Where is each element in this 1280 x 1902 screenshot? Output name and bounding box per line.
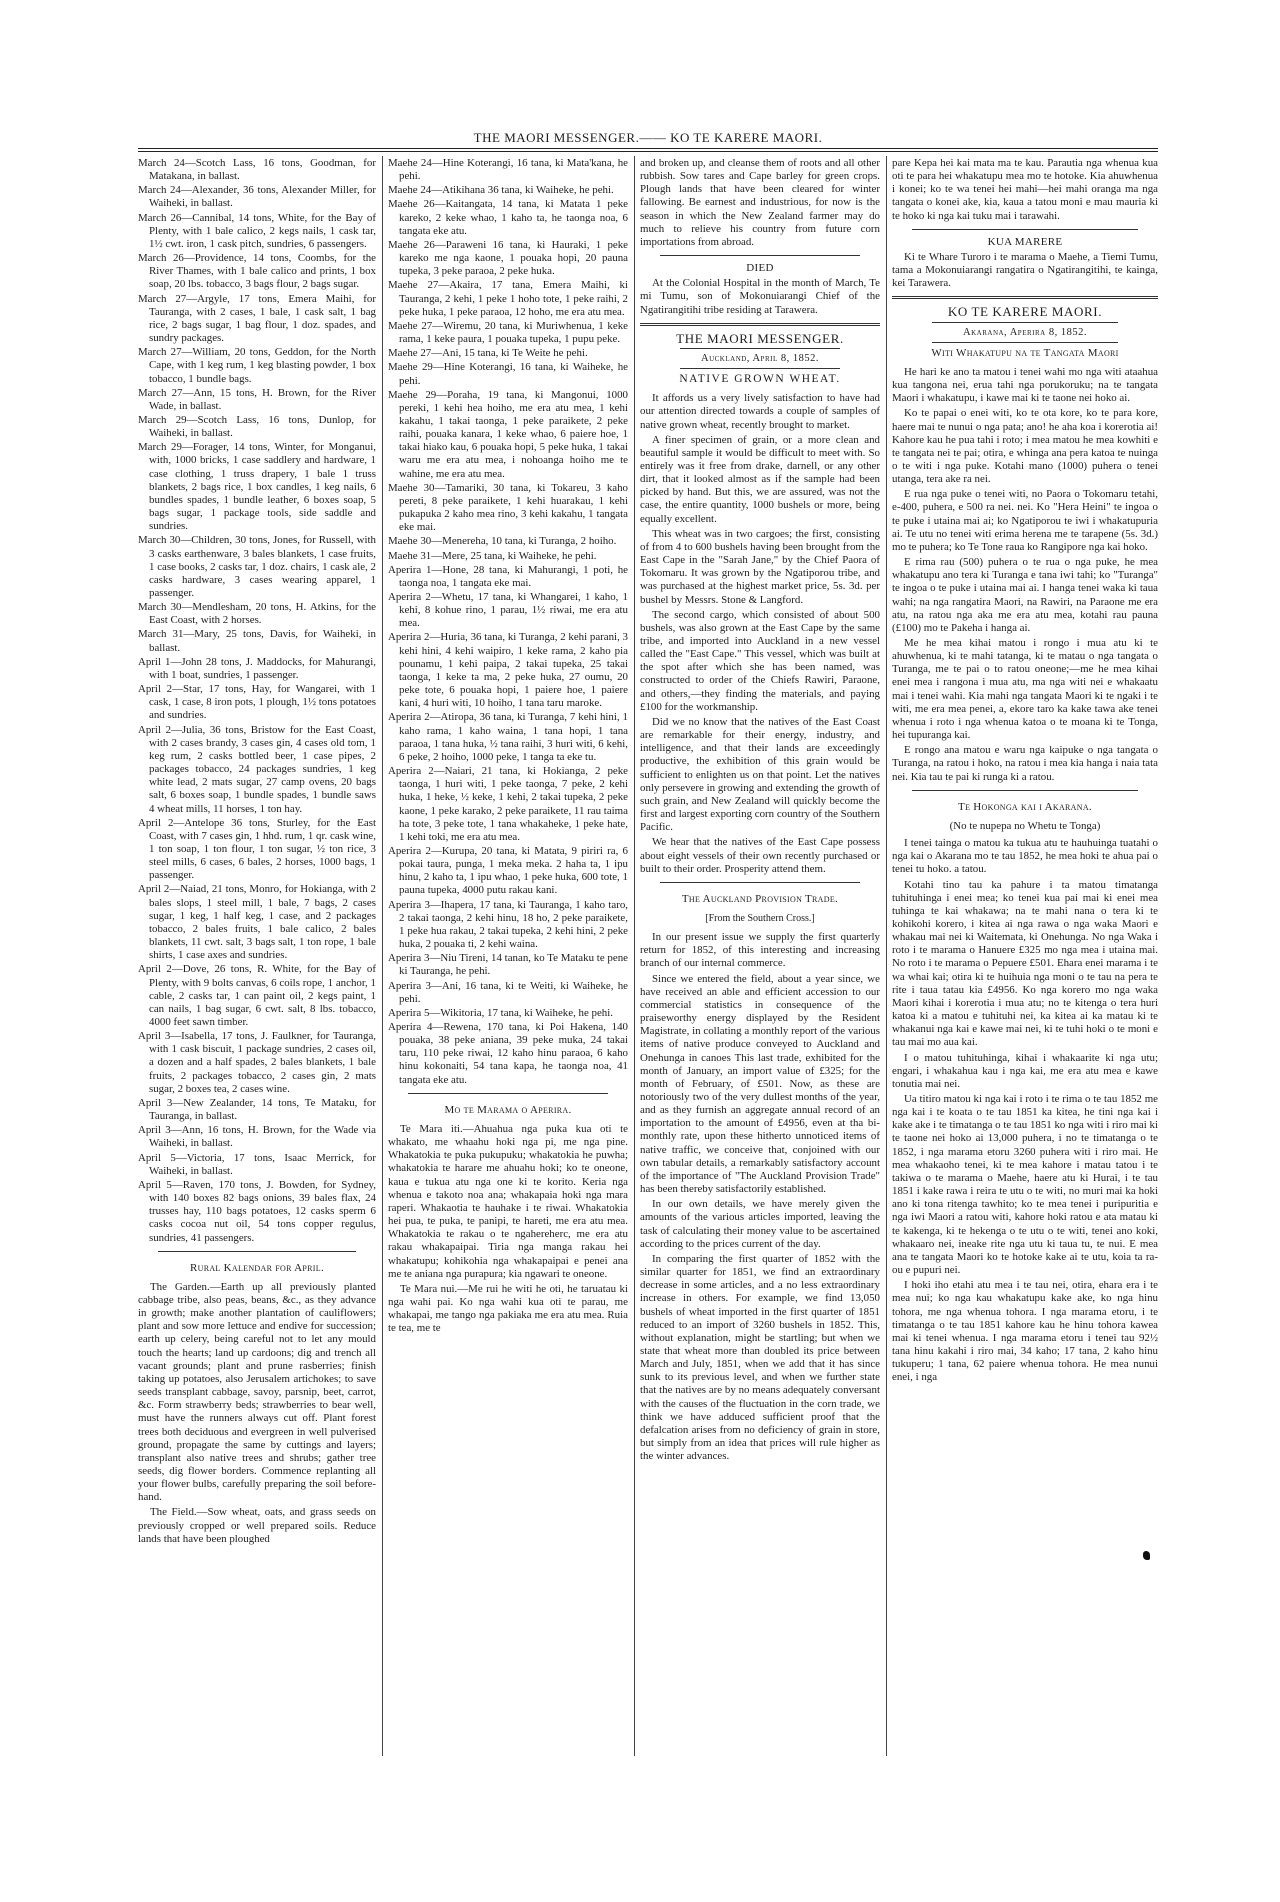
witi-paragraph: Me he mea kihai matou i rongo i mua atu ki te ahuwhenua, ki te mahi tatanga, ki te matau o nga tangata o Turanga, me te pai o to ratou oneone;—me he mea kihai enei mea i rangona i mua atu, ma nga witi nei e whakaatu mai i tenei wahi. Kia mahi nga tangata Maori ki te ngaki i te witi, me era mea penei, a, ekore taro ka kake tawa ake tenei whenua i roto i nga whenua katoa o te moana ki te Tonga, hei tupuranga kai.: [892, 637, 1158, 742]
shipping-entry: Maehe 31—Mere, 25 tana, ki Waiheke, he pehi.: [388, 549, 597, 562]
rural-kalendar-heading: Rural Kalendar for April.: [189, 1261, 324, 1274]
witi-paragraph: He hari ke ano ta matou i tenei wahi mo nga witi ataahua kua tangona nei, erua tahi nga porukoruku; na te tangata Maori i whakatupu, i kawe mai ki te taone nei hoko ai.: [892, 365, 1158, 405]
marama-paragraph: Te Mara nui.—Me rui he witi he oti, he taruatau ki nga wahi pai. Ko nga wahi kua oti te parau, me whakapai, me tango nga pakiaka me era atu mea. Ruia te tea, me te: [388, 1282, 628, 1335]
shipping-entry: Aperira 2—Naiari, 21 tana, ki Hokianga, 2 peke taonga, 1 huri witi, 1 peke taonga, 7 peke, 2 kehi huka, 1 heke, ½ keke, 1 kehi, 2 takai tupeka, 2 peke kaone, 1 peke karako, 2 peke paraikete, 11 rau taima ha tote, 3 peke tote, 1 tana whakaheke, 1 peke hate, 1 kehi toki, me era atu mea.: [388, 765, 628, 843]
shipping-entry: April 2—Dove, 26 tons, R. White, for the Bay of Plenty, with 9 bolts canvas, 6 coils rope, 1 anchor, 1 cable, 2 casks tar, 1 can paint oil, 2 kegs paint, 1 can nails, 1 bag sugar, 6 cwt. salt, 8 lbs. tobacco, 4000 feet sawn timber.: [138, 963, 376, 1028]
shipping-entry: Maehe 26—Paraweni 16 tana, ki Hauraki, 1 peke kareko me nga kaone, 1 pouaka hopi, 20 pauna tupeka, 3 peke paraoa, 2 peke huka.: [388, 238, 628, 278]
provision-trade-heading: The Auckland Provision Trade.: [681, 892, 839, 905]
paper-title: THE MAORI MESSENGER.: [676, 330, 844, 346]
hokonga-paragraph: Kotahi tino tau ka pahure i ta matou timatanga tuhituhinga i enei mea; ko tenei kua pai mai ki enei mea tuhinga te kai whakawa; na te mahi nana o tera ki te kohikohi korero, i kitea ai nga rawa o nga waka Maori e whakau mai nei ki Waitemata, ki Onehunga. No nga Waka i roto i te marama o Hanuere £325 mo nga mea i utaina mai. No roto i te marama o Pepuere £501. Ehara enei marama i te wa whai kai; otira ki te huihuia nga moni o te tau na pera te rite i taua tatau kia £4956. Ko nga korero mo nga waka Maori kihai i korerotia i mua atu; no te kitenga o tera huri katoa ki a matou e tuhituhi nei, ka kitea ai ka matau ki te whakanui nga kai e kawe mai nei, ki te tuhi hoki o te moni e tau mai mo aua kai.: [892, 878, 1158, 1049]
died-notice: At the Colonial Hospital in the month of March, Te mi Tumu, son of Mokonuiarangi Chief of the Ngatirangitihi tribe residing at Tarawera.: [640, 277, 880, 316]
shipping-entry: Maehe 30—Menereha, 10 tana, ki Turanga, 2 hoiho.: [388, 535, 617, 548]
section-rule: [912, 229, 1138, 230]
shipping-entry: Aperira 2—Whetu, 17 tana, ki Whangarei, 1 kaho, 1 kehi, 8 kohue rino, 1 parau, 1½ riwai, me era atu mea.: [388, 591, 628, 630]
shipping-entry: March 24—Alexander, 36 tons, Alexander Miller, for Waiheki, in ballast.: [138, 184, 376, 210]
shipping-entry: Aperira 3—Niu Tireni, 14 tanan, ko Te Mataku te pene ki Tauranga, he pehi.: [388, 952, 628, 978]
shipping-entry: April 2—Antelope 36 tons, Sturley, for the East Coast, with 7 cases gin, 1 hhd. rum, 1 qr. cask wine, 1 ton soap, 1 ton flour, 1 ton sugar, ½ ton rice, 3 steel mills, 6 cases, 6 bales, 2 horses, 1000 bags, 1 passenger.: [138, 816, 376, 882]
shipping-entry: Aperira 5—Wikitoria, 17 tana, ki Waiheke, he pehi.: [388, 1006, 613, 1019]
column-english-editorial: [640, 157, 880, 1752]
section-rule: [912, 790, 1138, 791]
shipping-entry: Aperira 2—Huria, 36 tana, ki Turanga, 2 kehi parani, 3 kehi hini, 4 kehi waipiro, 1 keke rama, 2 kaho pia pounamu, 1 kehi paipa, 2 takai tupeka, 25 takai taonga, 1 keke ta ma, 2 peke huka, 27 oumu, 20 peke tote, 6 pouaka hopi, 1 paiere hoe, 1 paiere kani, 4 huri witi, 10 hoiho, 1 tana taru maroke.: [388, 631, 628, 710]
shipping-entry: March 26—Providence, 14 tons, Coombs, for the River Thames, with 1 bale calico and prints, 1 box soap, 20 lbs. tobacco, 3 bags flour, 2 bags sugar.: [138, 252, 376, 291]
wheat-paragraph: This wheat was in two cargoes; the first, consisting of from 4 to 600 bushels having been brought from the East Cape in the "Sarah Jane," by the Chief Paora of Tokomaru. It was grown by the Ngatiporou tribe, and was purchased at the highest market price, 5s. 3d. per bushel by Messrs. Stone & Langford.: [640, 527, 880, 606]
paper-title-maori: KO TE KARERE MAORI.: [947, 304, 1103, 320]
shipping-entry: Maehe 27—Ani, 15 tana, ki Te Weite he pehi.: [388, 347, 588, 360]
witi-paragraph: E rua nga puke o tenei witi, no Paora o Tokomaru tetahi, e-400, puhera, e 500 ra nei. nei. Ko "Hera Heini" te ingoa o te puke i utaina mai ai; ko Ngatiporou te iwi i whakatupuria ai. Te utu no tenei witi erima herena me te tarapene (5s. 3d.) mo te puhera; ko Te Tone raua ko Rangipore nga kai hoko.: [892, 488, 1158, 553]
trade-paragraph: In our present issue we supply the first quarterly return for 1852, of this interesting and increasing branch of our internal commerce.: [640, 931, 880, 970]
source-note: [From the Southern Cross.]: [705, 912, 815, 924]
column-divider: [634, 156, 635, 1756]
dateline-maori: Akarana, Aperira 8, 1852.: [963, 326, 1087, 338]
double-rule: [892, 296, 1158, 299]
shipping-entry: April 1—John 28 tons, J. Maddocks, for Mahurangi, with 1 boat, sundries, 1 passenger.: [138, 655, 376, 681]
rural-paragraph: The Field.—Sow wheat, oats, and grass seeds on previously cropped or well prepared soils. Reduce lands that have been ploughed: [138, 1506, 376, 1545]
shipping-entry: Maehe 26—Kaitangata, 14 tana, ki Matata 1 peke kareko, 2 keke whao, 1 kaho ta, he taonga noa, 6 tangata eke atu.: [388, 198, 628, 237]
shipping-entry: April 2—Star, 17 tons, Hay, for Wangarei, with 1 cask, 1 case, 8 iron pots, 1 plough, 1½ tons potatoes and sundries.: [138, 683, 376, 722]
section-rule: [660, 882, 860, 883]
section-rule: [680, 348, 840, 349]
hokonga-paragraph: I o matou tuhituhinga, kihai i whakaarite ki nga utu; engari, i whakahua kau i nga kai, me era atu mea e kawe tonutia mai nei.: [892, 1051, 1158, 1090]
section-rule: [158, 1251, 356, 1252]
shipping-entry: Maehe 24—Hine Koterangi, 16 tana, ki Mata'kana, he pehi.: [388, 157, 628, 183]
shipping-entry: March 27—Ann, 15 tons, H. Brown, for the River Wade, in ballast.: [138, 386, 376, 412]
hokonga-heading: Te Hokonga kai i Akarana.: [958, 800, 1092, 813]
witi-heading: Witi Whakatupu na te Tangata Maori: [931, 346, 1119, 359]
witi-paragraph: E rongo ana matou e waru nga kaipuke o nga tangata o Turanga, na ratou i hoko, na ratou i mea kia hanga i naia tata nei. Kia tau te pai ki runga ki a ratou.: [892, 744, 1158, 783]
wheat-paragraph: The second cargo, which consisted of about 500 bushels, was also grown at the East Cape by the same tribe, and imported into Auckland in a new vessel called the "East Cape." This vessel, which was built at the spot after which she has been named, was constructed to order of the Chiefs Rawiri, Paraone, and others,—they finding the materials, and paying £100 for the workmanship.: [640, 608, 880, 713]
hokonga-paragraph: Ua titiro matou ki nga kai i roto i te rima o te tau 1852 me nga kai i te koata o te tau 1851 ka kitea, he tini nga kai i kake ake i te timatanga o te tau 1851 ko nga witi i riro mai ki te taone nei hoko ai 13,000 puhera, i no te timatanga o te 1852, i nga marama etoru 3260 puhera witi i riro mai. He mea whakaoho tenei, ki te mea kahore i matau tatou i te takiwa o te marama o Maehe, haere atu ki Hurai, i te tau 1851 i kake rawa i reira te utu o te witi, no muri mai ka hoki ano ki tona ritenga tawhito; ko te mea tenei i puripuritia e nga iwi Maori a ratou witi, kahore hoki ratou e ata matau ki te kakenga, ki te hekenga o te utu o te witi, tenei ano koki, whakaaro nei, ineake rite nga utu ki taua tu, te nui. E mea ana te tangata Maori ko te hotoke kake ai te utu, koia ta ra-ou e pupuri nei.: [892, 1093, 1158, 1277]
shipping-list: [138, 157, 376, 1245]
shipping-entry: Aperira 3—Ihapera, 17 tana, ki Tauranga, 1 kaho taro, 2 takai taonga, 2 kehi hinu, 18 ho, 2 peke paraikete, 1 peke hua rakau, 2 takai tupeka, 2 kehi hini, 2 peke huka, 2 pouaka ti, 2 kehi waina.: [388, 898, 628, 951]
shipping-entry: March 27—Argyle, 17 tons, Emera Maihi, for Tauranga, with 2 cases, 1 bale, 1 cask salt, 1 bag rice, 2 bags sugar, 1 bag flour, 1 doz. spades, and sundry packages.: [138, 292, 376, 345]
shipping-entry: March 30—Mendlesham, 20 tons, H. Atkins, for the East Coast, with 2 horses.: [138, 601, 376, 627]
shipping-entry: Maehe 27—Akaira, 17 tana, Emera Maihi, ki Tauranga, 2 kehi, 1 peke 1 hoho tote, 1 peke raihi, 2 peke huka, 1 peke paraoa, 12 hoho, me era atu mea.: [388, 279, 628, 318]
shipping-entry: April 5—Raven, 170 tons, J. Bowden, for Sydney, with 140 boxes 82 bags onions, 39 bales flax, 24 trusses hay, 110 bags potatoes, 12 casks sperm 6 casks cocoa nut oil, 54 tons copper regulus, sundries, 41 passengers.: [138, 1178, 376, 1244]
section-rule: [932, 342, 1118, 343]
shipping-entry: Aperira 2—Kurupa, 20 tana, ki Matata, 9 piriri ra, 6 pokai taura, punga, 1 meka meka. 2 haha ta, 1 ipu hinu, 2 kaho ta, 1 ipu whao, 1 peke huka, 600 tote, 1 pauna tupeka, 4000 putu rakau kani.: [388, 844, 628, 897]
section-rule: [408, 1093, 608, 1094]
shipping-entry: April 3—Isabella, 17 tons, J. Faulkner, for Tauranga, with 1 cask biscuit, 1 package sundries, 2 cases oil, a dozen and a half spades, 2 bales blankets, 1 bale fruits, 2 packages tobacco, 2 cases gin, 2 mats sugar, 2 boxes tea, 2 cases wine.: [138, 1030, 376, 1095]
double-rule: [640, 323, 880, 326]
shipping-entry: Aperira 1—Hone, 28 tana, ki Mahurangi, 1 poti, he taonga noa, 1 tangata eke mai.: [388, 563, 628, 589]
rural-paragraph: The Garden.—Earth up all previously planted cabbage tribe, also peas, beans, &c., as they advance in growth; make another plantation of cauliflowers; plant and sow more lettuce and endive for succession; earth up celery, being careful not to let any mould touch the hearts; land up cardoons; dig and trench all vacant grounds; plant and prune rasberries; finish taking up potatoes, also Jerusalem artichokes; to save seeds transplant cabbage, savoy, parsnip, beet, carrot, &c. Form strawberry beds; strawberries to bear well, must have the runners always cut off. Plant forest trees both deciduous and evergreen in well pulverised ground, propagate the same by cuttings and layers; transplant also native trees and shrubs; gather tree seeds, dig flower borders. Commence replanting all your flower bulbs, carefully preparing the soil before-hand.: [138, 1280, 376, 1504]
trade-paragraph: Since we entered the field, about a year since, we have received an able and efficient accession to our commercial statistics in consequence of the praiseworthy energy displayed by the Resident Magistrate, in collating a monthly report of the various items of native produce conveyed to Auckland and Onehunga in canoes This last trade, exhibited for the month of January, an import value of £325; for the month of February, of £501. Now, as these are notoriously two of the very dullest months of the year, and as they furnish an aggregate annual record of an importation to the amount of £4956, even at tha bi-monthly rate, upon these hitherto unnoticed items of native traffic, we conceive that, conjoined with our own tabular details, a remarkably satisfactory account of the importance of "The Auckland Provision Trade" has been thereby satisfactorily established.: [640, 972, 880, 1196]
shipping-entry: March 24—Scotch Lass, 16 tons, Goodman, for Matakana, in ballast.: [138, 157, 376, 183]
column-divider: [886, 156, 887, 1756]
shipping-entry: April 3—Ann, 16 tons, H. Brown, for the Wade via Waiheki, in ballast.: [138, 1124, 376, 1150]
shipping-entry: April 5—Victoria, 17 tons, Isaac Merrick, for Waiheki, in ballast.: [138, 1151, 376, 1177]
marama-continuation: pare Kepa hei kai mata ma te kau. Parautia nga whenua kua oti te para hei whakatupu mea mo te hotoke. Kia ahuwhenua i konei; ko te wa tenei hei mahi—hei mahi oranga ma nga tangata o konei ake, kia, kaua a tatou moni e mau mauria ki te hoko ki nga kai tuku mai i tarawahi.: [892, 157, 1158, 222]
header-rule-bottom: [138, 151, 1158, 152]
shipping-entry: April 2—Naiad, 21 tons, Monro, for Hokianga, with 2 bales slops, 1 steel mill, 1 bale, 7 bags, 2 cases sugar, 1 keg, 1 half keg, 1 case, and 2 packages tobacco, 2 bales fruits, 1 bale calico, 2 bales blankets, 11 cwt. salt, 3 bags salt, 1 ton rope, 1 bale shirts, 1 case axes and sundries.: [138, 883, 376, 962]
column-divider: [382, 156, 383, 1756]
kua-marere-notice: Ki te Whare Turoro i te marama o Maehe, a Tiemi Tumu, tama a Mokonuiarangi rangatira o Ngatirangitihi, te kainga, kei Tarawera.: [892, 250, 1158, 290]
kua-marere-heading: KUA MARERE: [987, 235, 1063, 248]
shipping-entry: March 27—William, 20 tons, Geddon, for the North Cape, with 1 keg rum, 1 keg blasting powder, 1 box tobacco, 1 bundle bags.: [138, 346, 376, 385]
rural-continuation: and broken up, and cleanse them of roots and all other rubbish. Sow tares and Cape barley for green crops. Plough lands that have been cleared for winter fallowing. Be earnest and industrious, for now is the season in which the New Zealand farmer may do much to relieve his country from future corn importations from abroad.: [640, 157, 880, 248]
shipping-entry: Maehe 29—Poraha, 19 tana, ki Mangonui, 1000 pereki, 1 kehi hea hoiho, me era atu mea, 1 kehi kakahu, 1 takai taonga, 1 peke paraikete, 2 peke raihi, pouaka kanara, 1 keke whao, 6 paiere hoe, 1 takai hiako kau, 6 pouaka hopi, 5 peke huka, 1 takai waru me era atu mea, i nohoanga hoiho me te wahine, me era atu mea.: [388, 388, 628, 480]
column-english-shipping: [138, 157, 376, 1752]
shipping-entry: Aperira 4—Rewena, 170 tana, ki Poi Hakena, 140 pouaka, 38 peke aniana, 39 peke muka, 24 takai taru, 110 peke riwai, 12 kaho hinu paraoa, 6 kaho hinu kokonaiti, 54 tana kapa, he taonga noa, 41 tangata eke atu.: [388, 1021, 628, 1086]
trade-paragraph: In comparing the first quarter of 1852 with the similar quarter for 1851, we find an extraordinary decrease in some articles, and a no less extraordinary increase in others. For example, we find 13,050 bushels of wheat imported in the first quarter of 1851 reduced to an import of 3260 bushels in 1852. This, without explanation, might be startling; but when we state that wheat more than doubled its price between March and July, 1851, when we add that it has since sunk to its previous level, and when we further state that the natives are by no means adequately conversant with the causes of the fluctuation in the corn trade, we think we have adduced sufficient proof that the defalcation arises from no deficiency of grain in store, but simply from an idea that prices will rule higher as the winter advances.: [640, 1252, 880, 1463]
died-heading: DIED: [746, 262, 774, 275]
native-wheat-heading: NATIVE GROWN WHEAT.: [679, 373, 841, 386]
shipping-entry: Maehe 30—Tamariki, 30 tana, ki Tokareu, 3 kaho pereti, 8 peke paraikete, 1 kehi huarakau, 1 kehi pukapuka 2 kaho mea rino, 3 kehi kakahu, 1 tangata eke mai.: [388, 481, 628, 534]
wheat-paragraph: We hear that the natives of the East Cape possess about eight vessels of their own recently purchased or built to their order. Prosperity attend them.: [640, 836, 880, 875]
dateline: Auckland, April 8, 1852.: [701, 352, 819, 364]
header-rule-top: [138, 148, 1158, 149]
shipping-entry: April 3—New Zealander, 14 tons, Te Mataku, for Tauranga, in ballast.: [138, 1096, 376, 1123]
witi-paragraph: E rima rau (500) puhera o te rua o nga puke, he mea whakatupu ano tera ki Turanga e tana iwi tahi; ko "Turanga" te ingoa o te puke i utaina mai ai. I hanga tenei waka ki taua wahi; na nga rangatira Maori, na Rawiri, na Paraone me era atu, na ratou nga aka me era atu mea, kotahi rau pauna (£100) mo te Pakeha i hanga ai.: [892, 556, 1158, 634]
shipping-entry: Aperira 2—Atiropa, 36 tana, ki Turanga, 7 kehi hini, 1 kaho rama, 1 kaho waina, 1 tana hopi, 1 tana paraoa, 1 tana huka, ½ tana raihi, 3 huri witi, 6 kehi, 6 peke, 2 hoiho, 1000 peke, 1 tanga ta eke tu.: [388, 711, 628, 763]
shipping-entry: Maehe 29—Hine Koterangi, 16 tana, ki Waiheke, he pehi.: [388, 361, 628, 387]
section-rule: [660, 255, 860, 256]
wheat-paragraph: Did we no know that the natives of the East Coast are remarkable for their energy, industry, and intelligence, and that their lands are exceedingly productive, the exhibition of this grain would be sufficient to enlighten us on that point. Let the natives only persevere in growing and extending the growth of such grain, and New Zealand will quickly become the first and largest exporting corn country of the Southern Pacific.: [640, 715, 880, 834]
shipping-list-maori: [388, 157, 628, 1087]
shipping-entry: Aperira 3—Ani, 16 tana, ki te Weiti, ki Waiheke, he pehi.: [388, 979, 628, 1005]
shipping-entry: Maehe 27—Wiremu, 20 tana, ki Muriwhenua, 1 keke rama, 1 keke paura, 1 pouaka tupeka, 1 pupu peke.: [388, 319, 628, 346]
section-rule: [680, 368, 840, 369]
shipping-entry: March 29—Forager, 14 tons, Winter, for Monganui, with, 1000 bricks, 1 case saddlery and hardware, 1 case clothing, 1 truss drapery, 1 bale 1 truss blankets, 2 bags rice, 1 box candles, 1 keg nails, 6 bundles spades, 1 bundle leather, 6 boxes soap, 5 bags sugar, 1 package tools, side saddle and sundries.: [138, 441, 376, 533]
marama-heading: Mo te Marama o Aperira.: [444, 1103, 572, 1116]
shipping-entry: April 2—Julia, 36 tons, Bristow for the East Coast, with 2 cases brandy, 3 cases gin, 4 cases old tom, 1 keg rum, 2 casks bottled beer, 1 case pipes, 2 packages tobacco, 24 packages sundries, 1 keg white lead, 2 mats sugar, 27 camp ovens, 20 bags salt, 6 boxes soap, 1 bundle spades, 1 bundle saws 4 wheat mills, 11 horses, 1 ton hay.: [138, 723, 376, 815]
hokonga-paragraph: I tenei tainga o matou ka tukua atu te hauhuinga tuatahi o nga kai o Akarana mo te tau 1852, he mea hoki te ahua pai o tenei tu hoko. a tatou.: [892, 837, 1158, 876]
hokonga-paragraph: I hoki iho etahi atu mea i te tau nei, otira, ehara era i te mea nui; ko nga kau whakatupu kake ake, ko nga hinu tohora, me nga whenua tohora. I nga marama etoru, i te timatanga o te tau 1851 kahore kau he hinu tohora kawea mai ki tenei whenua. I nga marama etoru i tenei tau 92½ tana hinu kakahi i riro mai, 34 kaho; 17 tana, 2 kaho hinu tukuperu; 1 tana, 62 paiere whenua tohora. He mea nunui enei, i nga: [892, 1279, 1158, 1384]
trade-paragraph: In our own details, we have merely given the amounts of the various articles imported, leaving the task of calculating their money value to be ascertained according to the prices current of the day.: [640, 1198, 880, 1250]
shipping-entry: March 29—Scotch Lass, 16 tons, Dunlop, for Waiheki, in ballast.: [138, 413, 376, 440]
shipping-entry: March 26—Cannibal, 14 tons, White, for the Bay of Plenty, with 1 bale calico, 2 kegs nails, 1 cask tar, 1½ cwt. iron, 1 cask pitch, sundries, 6 passengers.: [138, 211, 376, 250]
wheat-paragraph: It affords us a very lively satisfaction to have had our attention directed towards a couple of samples of native grown wheat, recently brought to market.: [640, 392, 880, 431]
shipping-entry: March 31—Mary, 25 tons, Davis, for Waiheki, in ballast.: [138, 628, 376, 654]
column-maori-editorial: [892, 157, 1158, 1752]
witi-paragraph: Ko te papai o enei witi, ko te ota kore, ko te para kore, haere mai te nunui o nga pata; ano! he aha koa i korerotia ai! Kahore kau he pua tahi i roto; i mea matou he mea kowhiti e te tangata nei te pai; otira, e whinga ana pera katoa te nuinga o te witi i nga puke. Kotahi mano (1000) puhera o tenei utanga, tera ake ra nei.: [892, 407, 1158, 486]
marama-paragraph: Te Mara iti.—Ahuahua nga puka kua oti te whakato, me whaahu hoki nga pi, me nga pine. Whakatokia te puka pukupuku; whakatokia he puwha; whakatokia te harare me ahuahu hoki; ko te oneone, kaua e tukua atu nga one ki te korito. Keria nga whenua e takoto noa ana; whakapaia hoki nga mara raperi. Whakaotia te hauhake i te riwai. Whakatokia hei pua, te puka, te panipi, te hareti, me era atu mea. Whakatokia te rakau o te ngahereherc, me era atu rakau whakapaipai. Tiria nga manga rakau hei whakatupu; kohikohia nga whakapaipai e penei ana me te aniana nga purapura; kia ngawari te oneone.: [388, 1122, 628, 1280]
shipping-entry: March 30—Children, 30 tons, Jones, for Russell, with 3 casks earthenware, 3 bales blankets, 1 case fruits, 1 case books, 2 casks tar, 1 doz. chairs, 1 cask ale, 2 casks hardware, 3 cases wearing apparel, 1 passenger.: [138, 534, 376, 599]
column-maori-shipping: [388, 157, 628, 1752]
source-note-maori: (No te nupepa no Whetu te Tonga): [949, 819, 1101, 832]
ink-blot: [1143, 1551, 1150, 1560]
shipping-entry: Maehe 24—Atikihana 36 tana, ki Waiheke, he pehi.: [388, 184, 614, 197]
running-header: THE MAORI MESSENGER.—— KO TE KARERE MAORI.: [473, 130, 823, 145]
section-rule: [932, 322, 1118, 323]
wheat-paragraph: A finer specimen of grain, or a more clean and beautiful sample it would be difficult to meet with. So entirely was it free from drake, darnell, or any other dirt, that it looked almost as if the sample had been picked by hand. But this, we are assured, was not the case, the entire quantity, 1000 bushels or more, being equally excellent.: [640, 433, 880, 525]
